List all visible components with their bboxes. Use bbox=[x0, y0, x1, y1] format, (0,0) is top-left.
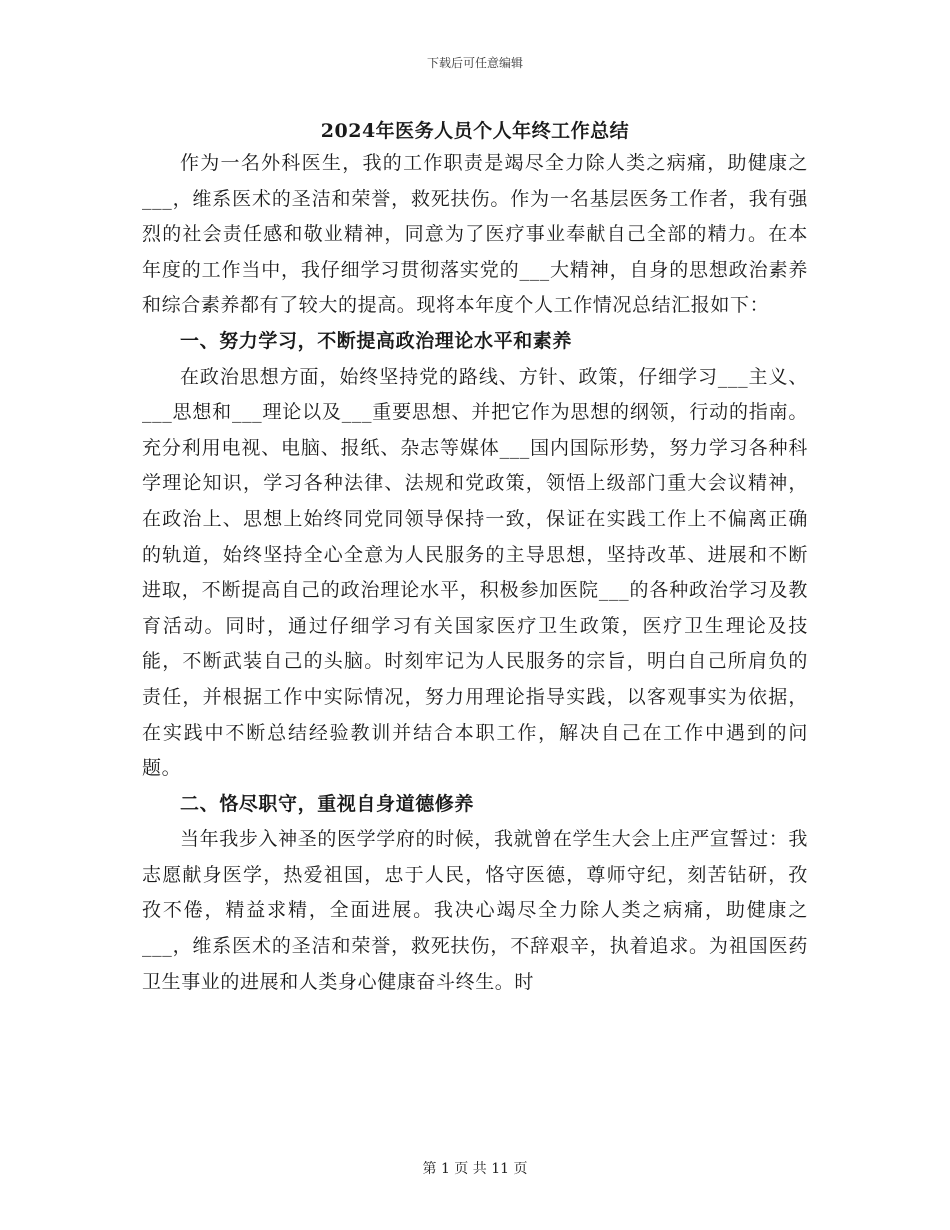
section-2-paragraph: 当年我步入神圣的医学学府的时候，我就曾在学生大会上庄严宣誓过：我志愿献身医学，热爱祖国，忠于人民，恪守医德，尊师守纪，刻苦钻研，孜孜不倦，精益求精，全面进展。我决心竭尽全力除人类之病痛，助健康之___，维系医术的圣洁和荣誉，救死扶伤，不辞艰辛，执着追求。为祖国医药卫生事业的进展和人类身心健康奋斗终生。时 bbox=[142, 828, 808, 993]
document-body bbox=[142, 146, 808, 1000]
section-1-paragraph: 在政治思想方面，始终坚持党的路线、方针、政策，仔细学习___主义、___思想和___理论以及___重要思想、并把它作为思想的纲领，行动的指南。充分利用电视、电脑、报纸、杂志等媒体___国内国际形势，努力学习各种科学理论知识，学习各种法律、法规和党政策，领悟上级部门重大会议精神，在政治上、思想上始终同党同领导保持一致，保证在实践工作上不偏离正确的轨道，始终坚持全心全意为人民服务的主导思想，坚持改革、进展和不断进取，不断提高自己的政治理论水平，积极参加医院___的各种政治学习及教育活动。同时，通过仔细学习有关国家医疗卫生政策，医疗卫生理论及技能，不断武装自己的头脑。时刻牢记为人民服务的宗旨，明白自己所肩负的责任，并根据工作中实际情况，努力用理论指导实践，以客观事实为依据，在实践中不断总结经验教训并结合本职工作，解决自己在工作中遇到的问题。 bbox=[142, 365, 808, 780]
header-note: 下载后可任意编辑 bbox=[426, 56, 523, 70]
page-title: 2024年医务人员个人年终工作总结 bbox=[320, 120, 630, 142]
intro-paragraph: 作为一名外科医生，我的工作职责是竭尽全力除人类之病痛，助健康之___，维系医术的圣洁和荣誉，救死扶伤。作为一名基层医务工作者，我有强烈的社会责任感和敬业精神，同意为了医疗事业奉献自己全部的精力。在本年度的工作当中，我仔细学习贯彻落实党的___大精神，自身的思想政治素养和综合素养都有了较大的提高。现将本年度个人工作情况总结汇报如下： bbox=[142, 152, 808, 317]
page-number: 第 1 页 共 11 页 bbox=[422, 1161, 528, 1177]
section-1-heading: 一、努力学习，不断提高政治理论水平和素养 bbox=[180, 329, 573, 352]
section-2-heading: 二、恪尽职守，重视自身道德修养 bbox=[180, 792, 475, 815]
